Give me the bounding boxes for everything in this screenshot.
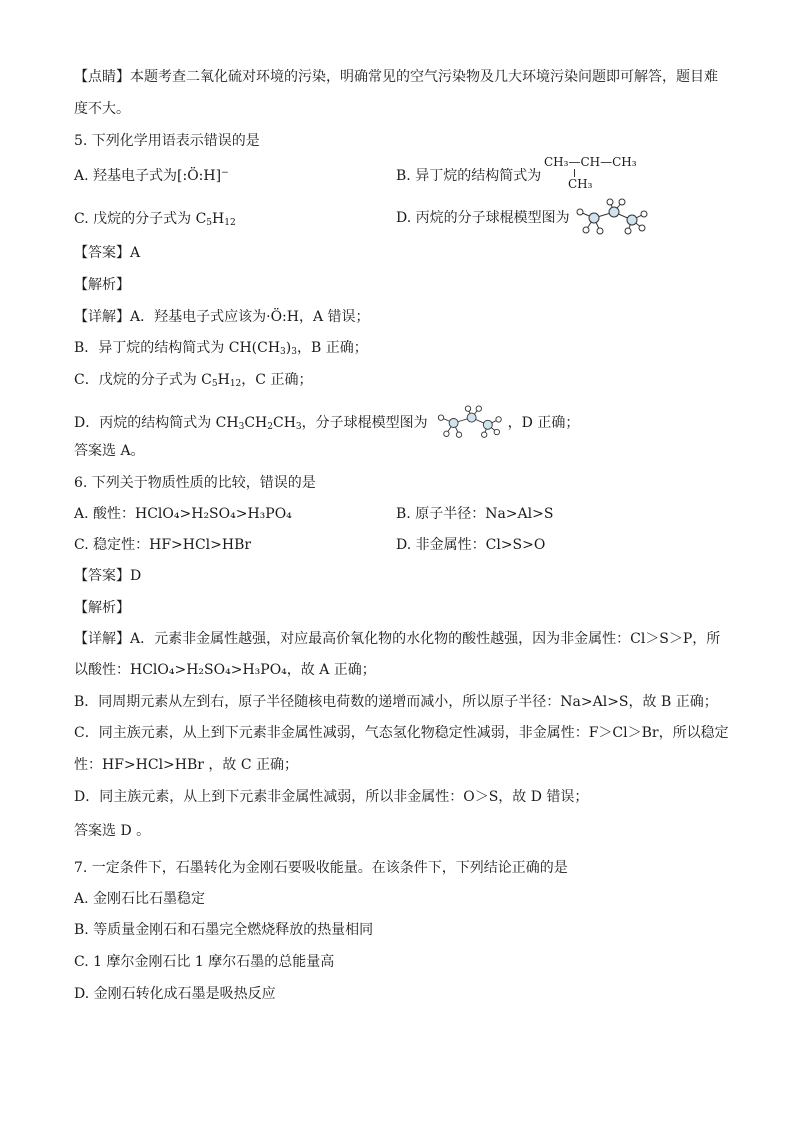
q5-detail-a-text: 【详解】A．羟基电子式应该为 <box>74 309 267 325</box>
q7-option-c: C. 1 摩尔金刚石比 1 摩尔石墨的总能量高 <box>74 954 335 970</box>
q5-option-b: B. 异丁烷的结构简式为 <box>396 168 542 184</box>
q5-detail-d-m1: CH <box>244 415 268 431</box>
q7-option-b: B. 等质量金刚石和石墨完全燃烧释放的热量相同 <box>74 922 374 938</box>
q6-analysis-label: 【解析】 <box>74 600 130 616</box>
q5-detail-b-sub: 3 <box>280 347 286 357</box>
q5-detail-d-s3: 3 <box>295 422 302 432</box>
propane-ball-stick-model <box>570 198 650 238</box>
q5-option-a-formula: [:Ö:H] <box>177 168 222 184</box>
q5-detail-d-s1: 3 <box>238 422 245 432</box>
q5-detail-d-s2: 2 <box>267 422 273 432</box>
q5-detail-d-m2: CH <box>273 415 296 431</box>
q5-option-a-charge: − <box>221 168 229 178</box>
q6-detail-a-line2: 以酸性：HClO₄>H₂SO₄>H₃PO₄，故 A 正确； <box>74 662 376 678</box>
q5-detail-c <box>74 370 312 390</box>
q6-option-a: A. 酸性：HClO₄>H₂SO₄>H₃PO₄ <box>74 506 292 522</box>
q5-detail-d-end: ，D 正确； <box>507 415 580 431</box>
q5-detail-c-end: ，C 正确； <box>241 372 313 388</box>
q5-option-c-sub1: 5 <box>206 218 213 228</box>
q7-option-d: D. 金刚石转化成石墨是吸热反应 <box>74 986 276 1002</box>
q6-detail-c-line2: 性：HF>HCl>HBr ，故 C 正确； <box>74 757 299 773</box>
q6-detail-b: B．同周期元素从左到右，原子半径随核电荷数的递增而减小，所以原子半径：Na>Al>S，故 B 正确； <box>74 694 718 710</box>
q5-option-c-sub2: 12 <box>224 218 236 228</box>
q6-detail-a-line1: 【详解】A．元素非金属性越强，对应最高价氧化物的水化物的酸性越强，因为非金属性：Cl＞S＞P，所 <box>74 631 721 647</box>
q6-option-b: B. 原子半径：Na>Al>S <box>396 506 554 522</box>
q5-option-c <box>74 209 236 229</box>
q5-detail-d-text: D．丙烷的结构简式为 CH <box>74 415 239 431</box>
isobutane-structure-bottom: CH₃ <box>568 177 593 191</box>
q5-conclusion: 答案选 A。 <box>74 443 145 459</box>
q6-stem: 6. 下列关于物质性质的比较，错误的是 <box>74 475 316 491</box>
q5-detail-a-formula: ·Ö:H <box>266 309 299 325</box>
q5-detail-b-sub2: 3 <box>291 347 297 357</box>
q5-option-a-prefix: A. 羟基电子式为 <box>74 168 178 184</box>
q5-detail-d-mid: ，分子球棍模型图为 <box>301 415 428 431</box>
propane-ball-stick-model-detail <box>428 405 508 441</box>
q5-answer: 【答案】A <box>74 245 141 261</box>
q5-detail-c-sub2: 12 <box>229 379 242 389</box>
tip-line-1: 【点睛】本题考查二氧化硫对环境的污染，明确常见的空气污染物及几大环境污染问题即可解答，题目难 <box>74 69 718 85</box>
q5-stem: 5. 下列化学用语表示错误的是 <box>74 133 260 149</box>
q5-detail-d <box>74 405 579 441</box>
q5-detail-c-mid: H <box>217 372 230 388</box>
q6-conclusion: 答案选 D 。 <box>74 823 151 839</box>
tip-line-2: 度不大。 <box>74 101 130 117</box>
q7-stem: 7. 一定条件下，石墨转化为金刚石要吸收能量。在该条件下，下列结论正确的是 <box>74 860 568 876</box>
q7-option-a: A. 金刚石比石墨稳定 <box>74 891 206 907</box>
q5-detail-b-end: ，B 正确； <box>296 340 368 356</box>
q5-detail-b-paren: ) <box>285 340 292 356</box>
q5-analysis-label: 【解析】 <box>74 277 130 293</box>
isobutane-structure-top: CH₃—CH—CH₃ <box>544 155 637 169</box>
q6-option-d: D. 非金属性：Cl>S>O <box>396 537 546 553</box>
q5-detail-c-text: C．戊烷的分子式为 C <box>74 372 212 388</box>
q5-detail-b-text: B．异丁烷的结构简式为 CH(CH <box>74 340 281 356</box>
q6-answer: 【答案】D <box>74 568 142 584</box>
q6-detail-c-line1: C．同主族元素，从上到下元素非金属性减弱，气态氢化物稳定性减弱，非金属性：F＞Cl＞Br，所以稳定 <box>74 725 729 741</box>
q5-option-c-prefix: C. 戊烷的分子式为 C <box>74 211 207 227</box>
q5-detail-a <box>74 307 370 327</box>
q6-option-c: C. 稳定性：HF>HCl>HBr <box>74 537 252 553</box>
q5-detail-b <box>74 338 368 358</box>
q5-option-c-mid: H <box>212 211 225 227</box>
isobutane-structure <box>544 155 637 191</box>
q5-detail-c-sub1: 5 <box>211 379 218 389</box>
q5-option-d: D. 丙烷的分子球棍模型图为 <box>396 210 570 226</box>
q5-option-a <box>74 166 229 186</box>
q6-detail-d: D．同主族元素，从上到下元素非金属性减弱，所以非金属性：O＞S，故 D 错误； <box>74 789 589 805</box>
q5-detail-a-end: ，A 错误； <box>298 309 370 325</box>
